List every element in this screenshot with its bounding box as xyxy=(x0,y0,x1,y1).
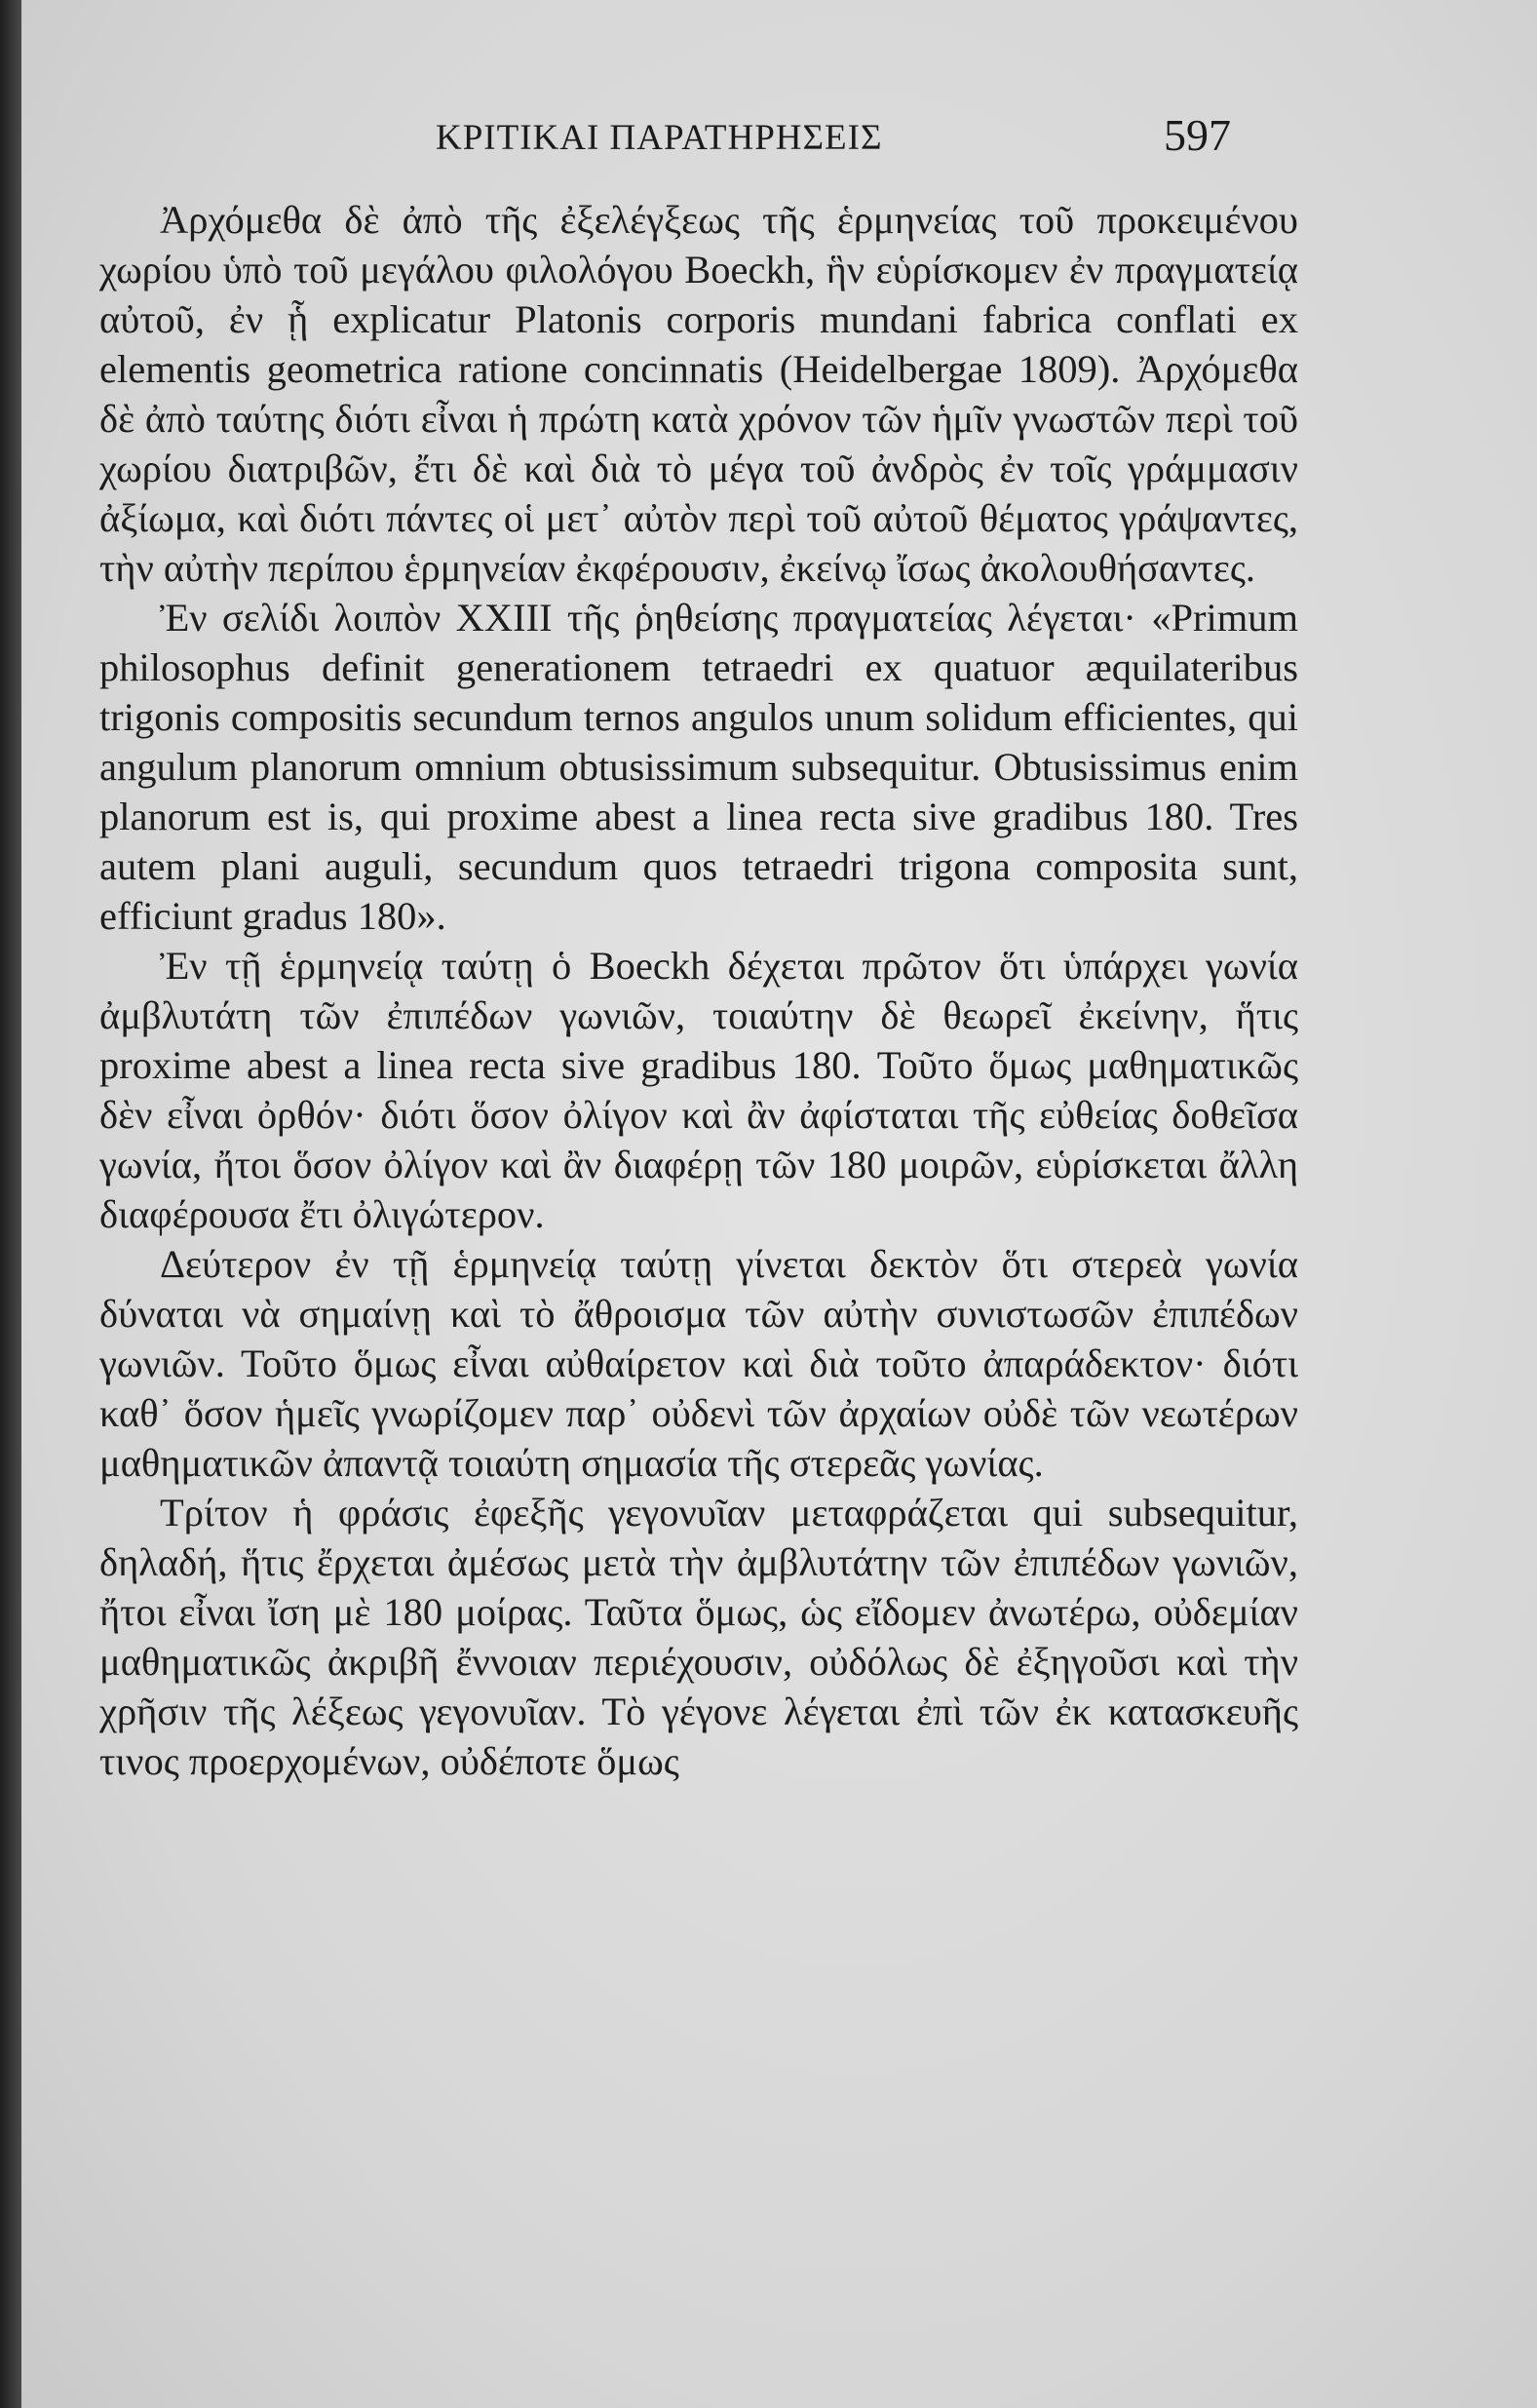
body-text xyxy=(99,195,1298,1786)
paragraph-1: Ἀρχόμεθα δὲ ἀπὸ τῆς ἐξελέγξεως τῆς ἑρμηνείας τοῦ προκειμένου χωρίου ὑπὸ τοῦ μεγάλου φιλολόγου Boeckh, ἣν εὑρίσκομεν ἐν πραγματείᾳ αὐτοῦ, ἐν ᾗ explicatur Platonis corporis mundani fabrica conflati ex elementis geometrica ratione concinnatis (Heidelbergae 1809). Ἀρχόμεθα δὲ ἀπὸ ταύτης διότι εἶναι ἡ πρώτη κατὰ χρόνον τῶν ἡμῖν γνωστῶν περὶ τοῦ χωρίου διατριβῶν, ἔτι δὲ καὶ διὰ τὸ μέγα τοῦ ἀνδρὸς ἐν τοῖς γράμμασιν ἀξίωμα, καὶ διότι πάντες οἱ μετ᾽ αὐτὸν περὶ τοῦ αὐτοῦ θέματος γράψαντες, τὴν αὐτὴν περίπου ἑρμηνείαν ἐκφέρουσιν, ἐκείνῳ ἴσως ἀκολουθήσαντες. xyxy=(99,198,1298,590)
book-spine-edge xyxy=(0,0,21,2408)
page-number: 597 xyxy=(1164,110,1231,160)
running-title: ΚΡΙΤΙΚΑΙ ΠΑΡΑΤΗΡΗΣΕΙΣ xyxy=(436,118,883,158)
paragraph-5: Τρίτον ἡ φράσις ἐφεξῆς γεγονυῖαν μεταφράζεται qui subsequitur, δηλαδή, ἥτις ἔρχεται ἀμέσως μετὰ τὴν ἀμβλυτάτην τῶν ἐπιπέδων γωνιῶν, ἤτοι εἶναι ἴση μὲ 180 μοίρας. Ταῦτα ὅμως, ὡς εἴδομεν ἀνωτέρω, οὐδεμίαν μαθηματικῶς ἀκριβῆ ἔννοιαν περιέχουσιν, οὐδόλως δὲ ἐξηγοῦσι καὶ τὴν χρῆσιν τῆς λέξεως γεγονυῖαν. Τὸ γέγονε λέγεται ἐπὶ τῶν ἐκ κατασκευῆς τινος προερχομένων, οὐδέποτε ὅμως xyxy=(99,1491,1298,1783)
book-page xyxy=(21,0,1537,2408)
paragraph-3: Ἐν τῇ ἑρμηνείᾳ ταύτῃ ὁ Boeckh δέχεται πρῶτον ὅτι ὑπάρχει γωνία ἀμβλυτάτη τῶν ἐπιπέδων γωνιῶν, τοιαύτην δὲ θεωρεῖ ἐκείνην, ἥτις proxime abest a linea recta sive gradibus 180. Τοῦτο ὅμως μαθηματικῶς δὲν εἶναι ὀρθόν· διότι ὅσον ὀλίγον καὶ ἂν ἀφίσταται τῆς εὐθείας δοθεῖσα γωνία, ἤτοι ὅσον ὀλίγον καὶ ἂν διαφέρῃ τῶν 180 μοιρῶν, εὑρίσκεται ἄλλη διαφέρουσα ἔτι ὀλιγώτερον. xyxy=(99,944,1298,1236)
paragraph-2: Ἐν σελίδι λοιπὸν XXIII τῆς ῥηθείσης πραγματείας λέγεται· «Primum philosophus definit generationem tetraedri ex quatuor æquilateribus trigonis compositis secundum ternos angulos unum solidum efficientes, qui angulum planorum omnium obtusissimum subsequitur. Obtusissimus enim planorum est is, qui proxime abest a linea recta sive gradibus 180. Tres autem plani auguli, secundum quos tetraedri trigona composita sunt, efficiunt gradus 180». xyxy=(99,596,1298,938)
page-header xyxy=(21,109,1537,168)
paragraph-4: Δεύτερον ἐν τῇ ἑρμηνείᾳ ταύτῃ γίνεται δεκτὸν ὅτι στερεὰ γωνία δύναται νὰ σημαίνῃ καὶ τὸ ἄθροισμα τῶν αὐτὴν συνιστωσῶν ἐπιπέδων γωνιῶν. Τοῦτο ὅμως εἶναι αὐθαίρετον καὶ διὰ τοῦτο ἀπαράδεκτον· διότι καθ᾽ ὅσον ἡμεῖς γνωρίζομεν παρ᾽ οὐδενὶ τῶν ἀρχαίων οὐδὲ τῶν νεωτέρων μαθηματικῶν ἀπαντᾷ τοιαύτη σημασία τῆς στερεᾶς γωνίας. xyxy=(99,1242,1298,1485)
